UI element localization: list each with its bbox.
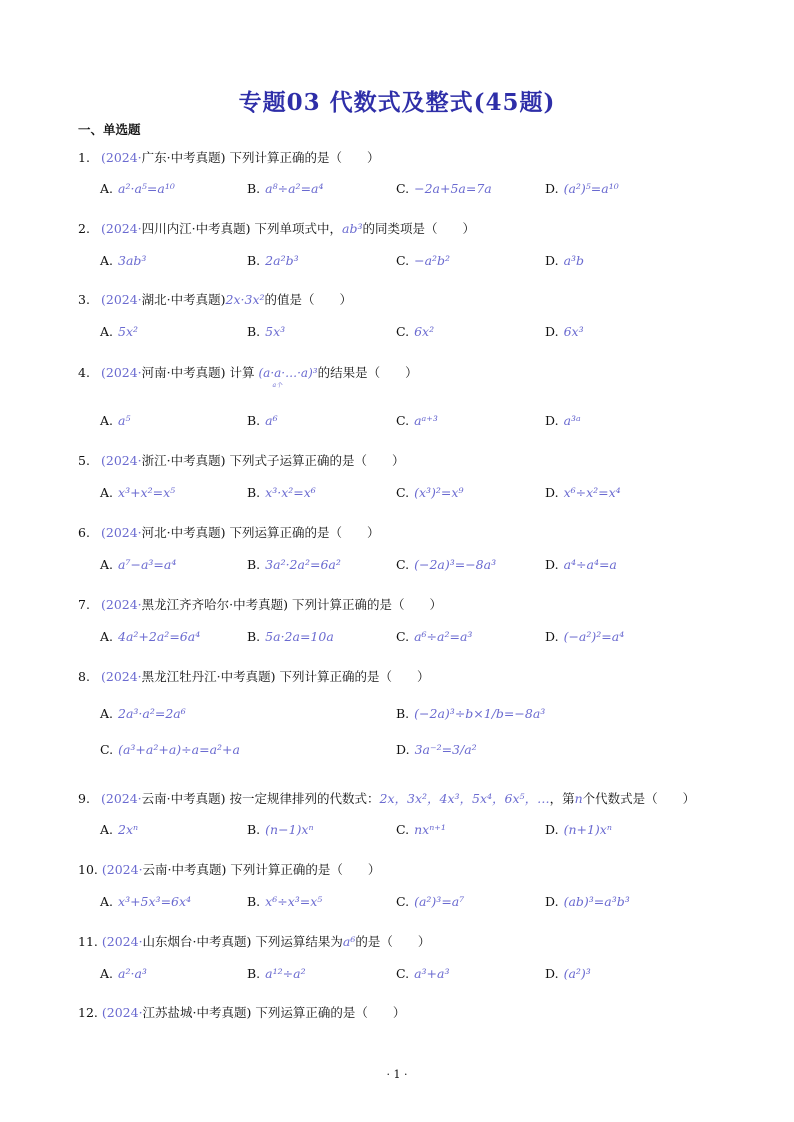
option-c: C. nxⁿ⁺¹ — [396, 822, 446, 837]
question-11 — [78, 932, 430, 950]
option-b: B. 5x³ — [247, 324, 286, 339]
option-c: C. (a²)³=a⁷ — [396, 894, 465, 909]
option-c: C. a³+a³ — [396, 966, 450, 981]
option-b: B. 5a·2a=10a — [247, 629, 334, 644]
question-source-place: 云南·中考真题) — [142, 862, 227, 877]
document-title: 专题03 代数式及整式(45题) — [238, 89, 556, 116]
option-math: a⁸÷a²=a⁴ — [265, 181, 324, 196]
option-math: a³b — [563, 253, 585, 268]
option-math: a³+a³ — [414, 966, 450, 981]
option-d: D. 3a⁻²=3/a² — [396, 742, 477, 757]
question-1 — [78, 148, 380, 166]
question-source-place: 浙江·中考真题) — [141, 453, 226, 468]
option-math: a⁶ — [265, 413, 278, 428]
question-number: 12. — [78, 1005, 98, 1020]
section-heading: 一、单选题 — [78, 122, 141, 137]
stem-math: 2x，3x²，4x³，5x⁴，6x⁵，… — [379, 791, 550, 806]
question-number: 9. — [78, 791, 90, 806]
option-math: 5x³ — [265, 324, 286, 339]
option-a: A. x³+5x³=6x⁴ — [100, 894, 192, 909]
option-b: B. 2a²b³ — [247, 253, 299, 268]
question-source-place: 湖北·中考真题) — [141, 292, 226, 307]
question-number: 5. — [78, 453, 90, 468]
page-number: · 1 · — [386, 1068, 408, 1081]
option-d: D. (n+1)xⁿ — [545, 822, 612, 837]
option-b: B. a¹²÷a² — [247, 966, 306, 981]
question-9 — [78, 789, 695, 807]
question-source-place: 山东烟台·中考真题) — [142, 934, 252, 949]
question-stem: 按一定规律排列的代数式： — [229, 791, 380, 806]
option-math: a³ᵃ — [563, 413, 581, 428]
option-math: x³·x²=x⁶ — [265, 485, 316, 500]
option-d: D. a³ᵃ — [545, 413, 581, 428]
option-c: C. −2a+5a=7a — [396, 181, 492, 196]
option-math: 4a²+2a²=6a⁴ — [118, 629, 201, 644]
option-math: (a³+a²+a)÷a=a²+a — [118, 742, 240, 757]
stem-math: (a·a·…·a)³ a个 — [258, 366, 318, 389]
option-math: 3ab³ — [118, 253, 147, 268]
option-a: A. a⁵ — [100, 413, 131, 428]
option-math: a⁴÷a⁴=a — [563, 557, 617, 572]
option-c: C. 6x² — [396, 324, 435, 339]
option-d: D. (ab)³=a³b³ — [545, 894, 630, 909]
question-source-place: 四川内江·中考真题) — [141, 221, 251, 236]
option-math: 2a²b³ — [265, 253, 299, 268]
question-number: 1. — [78, 150, 90, 165]
option-math: 2xⁿ — [118, 822, 139, 837]
question-source-place: 黑龙江牡丹江·中考真题) — [141, 669, 276, 684]
question-4 — [78, 363, 418, 389]
option-math: x³+5x³=6x⁴ — [118, 894, 192, 909]
option-math: −a²b² — [414, 253, 451, 268]
option-a: A. 4a²+2a²=6a⁴ — [100, 629, 201, 644]
option-c: C. a⁶÷a²=a³ — [396, 629, 473, 644]
option-math: a⁷−a³=a⁴ — [118, 557, 177, 572]
option-a: A. 3ab³ — [100, 253, 147, 268]
option-math: 3a²·2a²=6a² — [265, 557, 341, 572]
option-math: a⁶÷a²=a³ — [414, 629, 473, 644]
option-math: (x³)²=x⁹ — [414, 485, 464, 500]
option-math: 6x² — [414, 324, 435, 339]
option-a: A. a²·a⁵=a¹⁰ — [100, 181, 175, 196]
question-stem: 计算 — [229, 365, 255, 380]
question-stem-end: 个代数式是（ ） — [582, 791, 696, 806]
question-source-place: 江苏盐城·中考真题) — [142, 1005, 252, 1020]
option-a: A. 2xⁿ — [100, 822, 139, 837]
option-d: D. a⁴÷a⁴=a — [545, 557, 617, 572]
option-math: (−2a)³÷b×1/b=−8a³ — [414, 706, 546, 721]
question-12 — [78, 1003, 405, 1021]
option-c: C. aᵃ⁺³ — [396, 413, 438, 428]
question-number: 3. — [78, 292, 90, 307]
question-source-year: (2024· — [100, 791, 142, 806]
option-a: A. a²·a³ — [100, 966, 147, 981]
question-stem: 下列计算正确的是（ ） — [230, 862, 381, 877]
option-math: x⁶÷x³=x⁵ — [265, 894, 323, 909]
question-number: 10. — [78, 862, 98, 877]
question-2 — [78, 219, 475, 237]
option-math: a⁵ — [118, 413, 131, 428]
question-number: 6. — [78, 525, 90, 540]
option-b: B. x³·x²=x⁶ — [247, 485, 316, 500]
option-c: C. −a²b² — [396, 253, 451, 268]
question-stem-end: 的结果是（ ） — [317, 365, 418, 380]
underbrace-label: a个 — [272, 382, 283, 389]
question-5 — [78, 451, 405, 469]
question-stem: 下列单项式中， — [254, 221, 343, 236]
option-math: a²·a⁵=a¹⁰ — [118, 181, 175, 196]
question-source-place: 云南·中考真题) — [141, 791, 226, 806]
question-3 — [78, 290, 352, 308]
option-math: 5x² — [118, 324, 139, 339]
question-stem-end: 的同类项是（ ） — [362, 221, 475, 236]
option-math: a²·a³ — [118, 966, 147, 981]
option-d: D. (−a²)²=a⁴ — [545, 629, 625, 644]
option-math: (a²)³ — [563, 966, 591, 981]
option-math: x³+x²=x⁵ — [118, 485, 176, 500]
option-math: (ab)³=a³b³ — [563, 894, 630, 909]
option-b: B. (−2a)³÷b×1/b=−8a³ — [396, 706, 546, 721]
question-source-year: (2024· — [100, 221, 142, 236]
option-b: B. (n−1)xⁿ — [247, 822, 314, 837]
stem-math: ab³ — [342, 221, 363, 236]
option-d: D. (a²)⁵=a¹⁰ — [545, 181, 619, 196]
question-number: 7. — [78, 597, 90, 612]
question-stem: 下列运算正确的是（ ） — [229, 525, 380, 540]
question-number: 8. — [78, 669, 90, 684]
question-source-year: (2024· — [101, 1005, 143, 1020]
stem-math: 2x·3x² — [225, 292, 265, 307]
question-number: 2. — [78, 221, 90, 236]
question-source-year: (2024· — [100, 597, 142, 612]
option-math: (n−1)xⁿ — [265, 822, 314, 837]
option-math: nxⁿ⁺¹ — [414, 822, 446, 837]
question-source-year: (2024· — [101, 862, 143, 877]
option-math: 2a³·a²=2a⁶ — [118, 706, 186, 721]
question-8 — [78, 667, 430, 685]
question-source-year: (2024· — [100, 292, 142, 307]
question-stem: 下列运算正确的是（ ） — [255, 1005, 406, 1020]
question-source-year: (2024· — [100, 150, 142, 165]
option-math: aᵃ⁺³ — [414, 413, 438, 428]
option-d: D. x⁶÷x²=x⁴ — [545, 485, 621, 500]
option-math: x⁶÷x²=x⁴ — [563, 485, 621, 500]
question-stem: 下列运算结果为 — [255, 934, 343, 949]
option-a: A. a⁷−a³=a⁴ — [100, 557, 177, 572]
question-stem-end: 的是（ ） — [355, 934, 431, 949]
question-source-year: (2024· — [100, 525, 142, 540]
option-math: (a²)⁵=a¹⁰ — [563, 181, 619, 196]
question-source-year: (2024· — [100, 453, 142, 468]
question-source-year: (2024· — [101, 934, 143, 949]
question-source-place: 河南·中考真题) — [141, 365, 226, 380]
option-a: A. x³+x²=x⁵ — [100, 485, 176, 500]
question-stem: 下列计算正确的是（ ） — [292, 597, 443, 612]
question-stem-end: 的值是（ ） — [264, 292, 353, 307]
option-d: D. 6x³ — [545, 324, 584, 339]
question-source-year: (2024· — [100, 669, 142, 684]
option-b: B. x⁶÷x³=x⁵ — [247, 894, 323, 909]
option-b: B. a⁶ — [247, 413, 278, 428]
question-source-place: 河北·中考真题) — [141, 525, 226, 540]
option-a: A. 5x² — [100, 324, 139, 339]
stem-math: n — [574, 791, 583, 806]
option-math: 3a⁻²=3/a² — [414, 742, 477, 757]
option-b: B. a⁸÷a²=a⁴ — [247, 181, 324, 196]
question-number: 4. — [78, 365, 90, 380]
question-6 — [78, 523, 380, 541]
question-stem: 下列计算正确的是（ ） — [229, 150, 380, 165]
question-7 — [78, 595, 442, 613]
stem-math: a⁶ — [342, 934, 356, 949]
option-c: C. (−2a)³=−8a³ — [396, 557, 497, 572]
option-a: A. 2a³·a²=2a⁶ — [100, 706, 186, 721]
option-math: (−a²)²=a⁴ — [563, 629, 625, 644]
option-d: D. a³b — [545, 253, 585, 268]
option-c: C. (a³+a²+a)÷a=a²+a — [100, 742, 240, 757]
option-math: 5a·2a=10a — [265, 629, 334, 644]
question-10 — [78, 860, 380, 878]
option-math: −2a+5a=7a — [414, 181, 492, 196]
question-source-place: 黑龙江齐齐哈尔·中考真题) — [141, 597, 289, 612]
option-b: B. 3a²·2a²=6a² — [247, 557, 341, 572]
option-math: 6x³ — [563, 324, 584, 339]
option-math: (−2a)³=−8a³ — [414, 557, 497, 572]
question-number: 11. — [78, 934, 98, 949]
option-math: (a²)³=a⁷ — [414, 894, 465, 909]
option-c: C. (x³)²=x⁹ — [396, 485, 464, 500]
question-stem: 下列计算正确的是（ ） — [279, 669, 430, 684]
question-stem-mid: ，第 — [549, 791, 575, 806]
question-source-place: 广东·中考真题) — [141, 150, 226, 165]
question-source-year: (2024· — [100, 365, 142, 380]
option-d: D. (a²)³ — [545, 966, 591, 981]
option-math: (n+1)xⁿ — [563, 822, 612, 837]
question-stem: 下列式子运算正确的是（ ） — [229, 453, 405, 468]
option-math: a¹²÷a² — [265, 966, 306, 981]
